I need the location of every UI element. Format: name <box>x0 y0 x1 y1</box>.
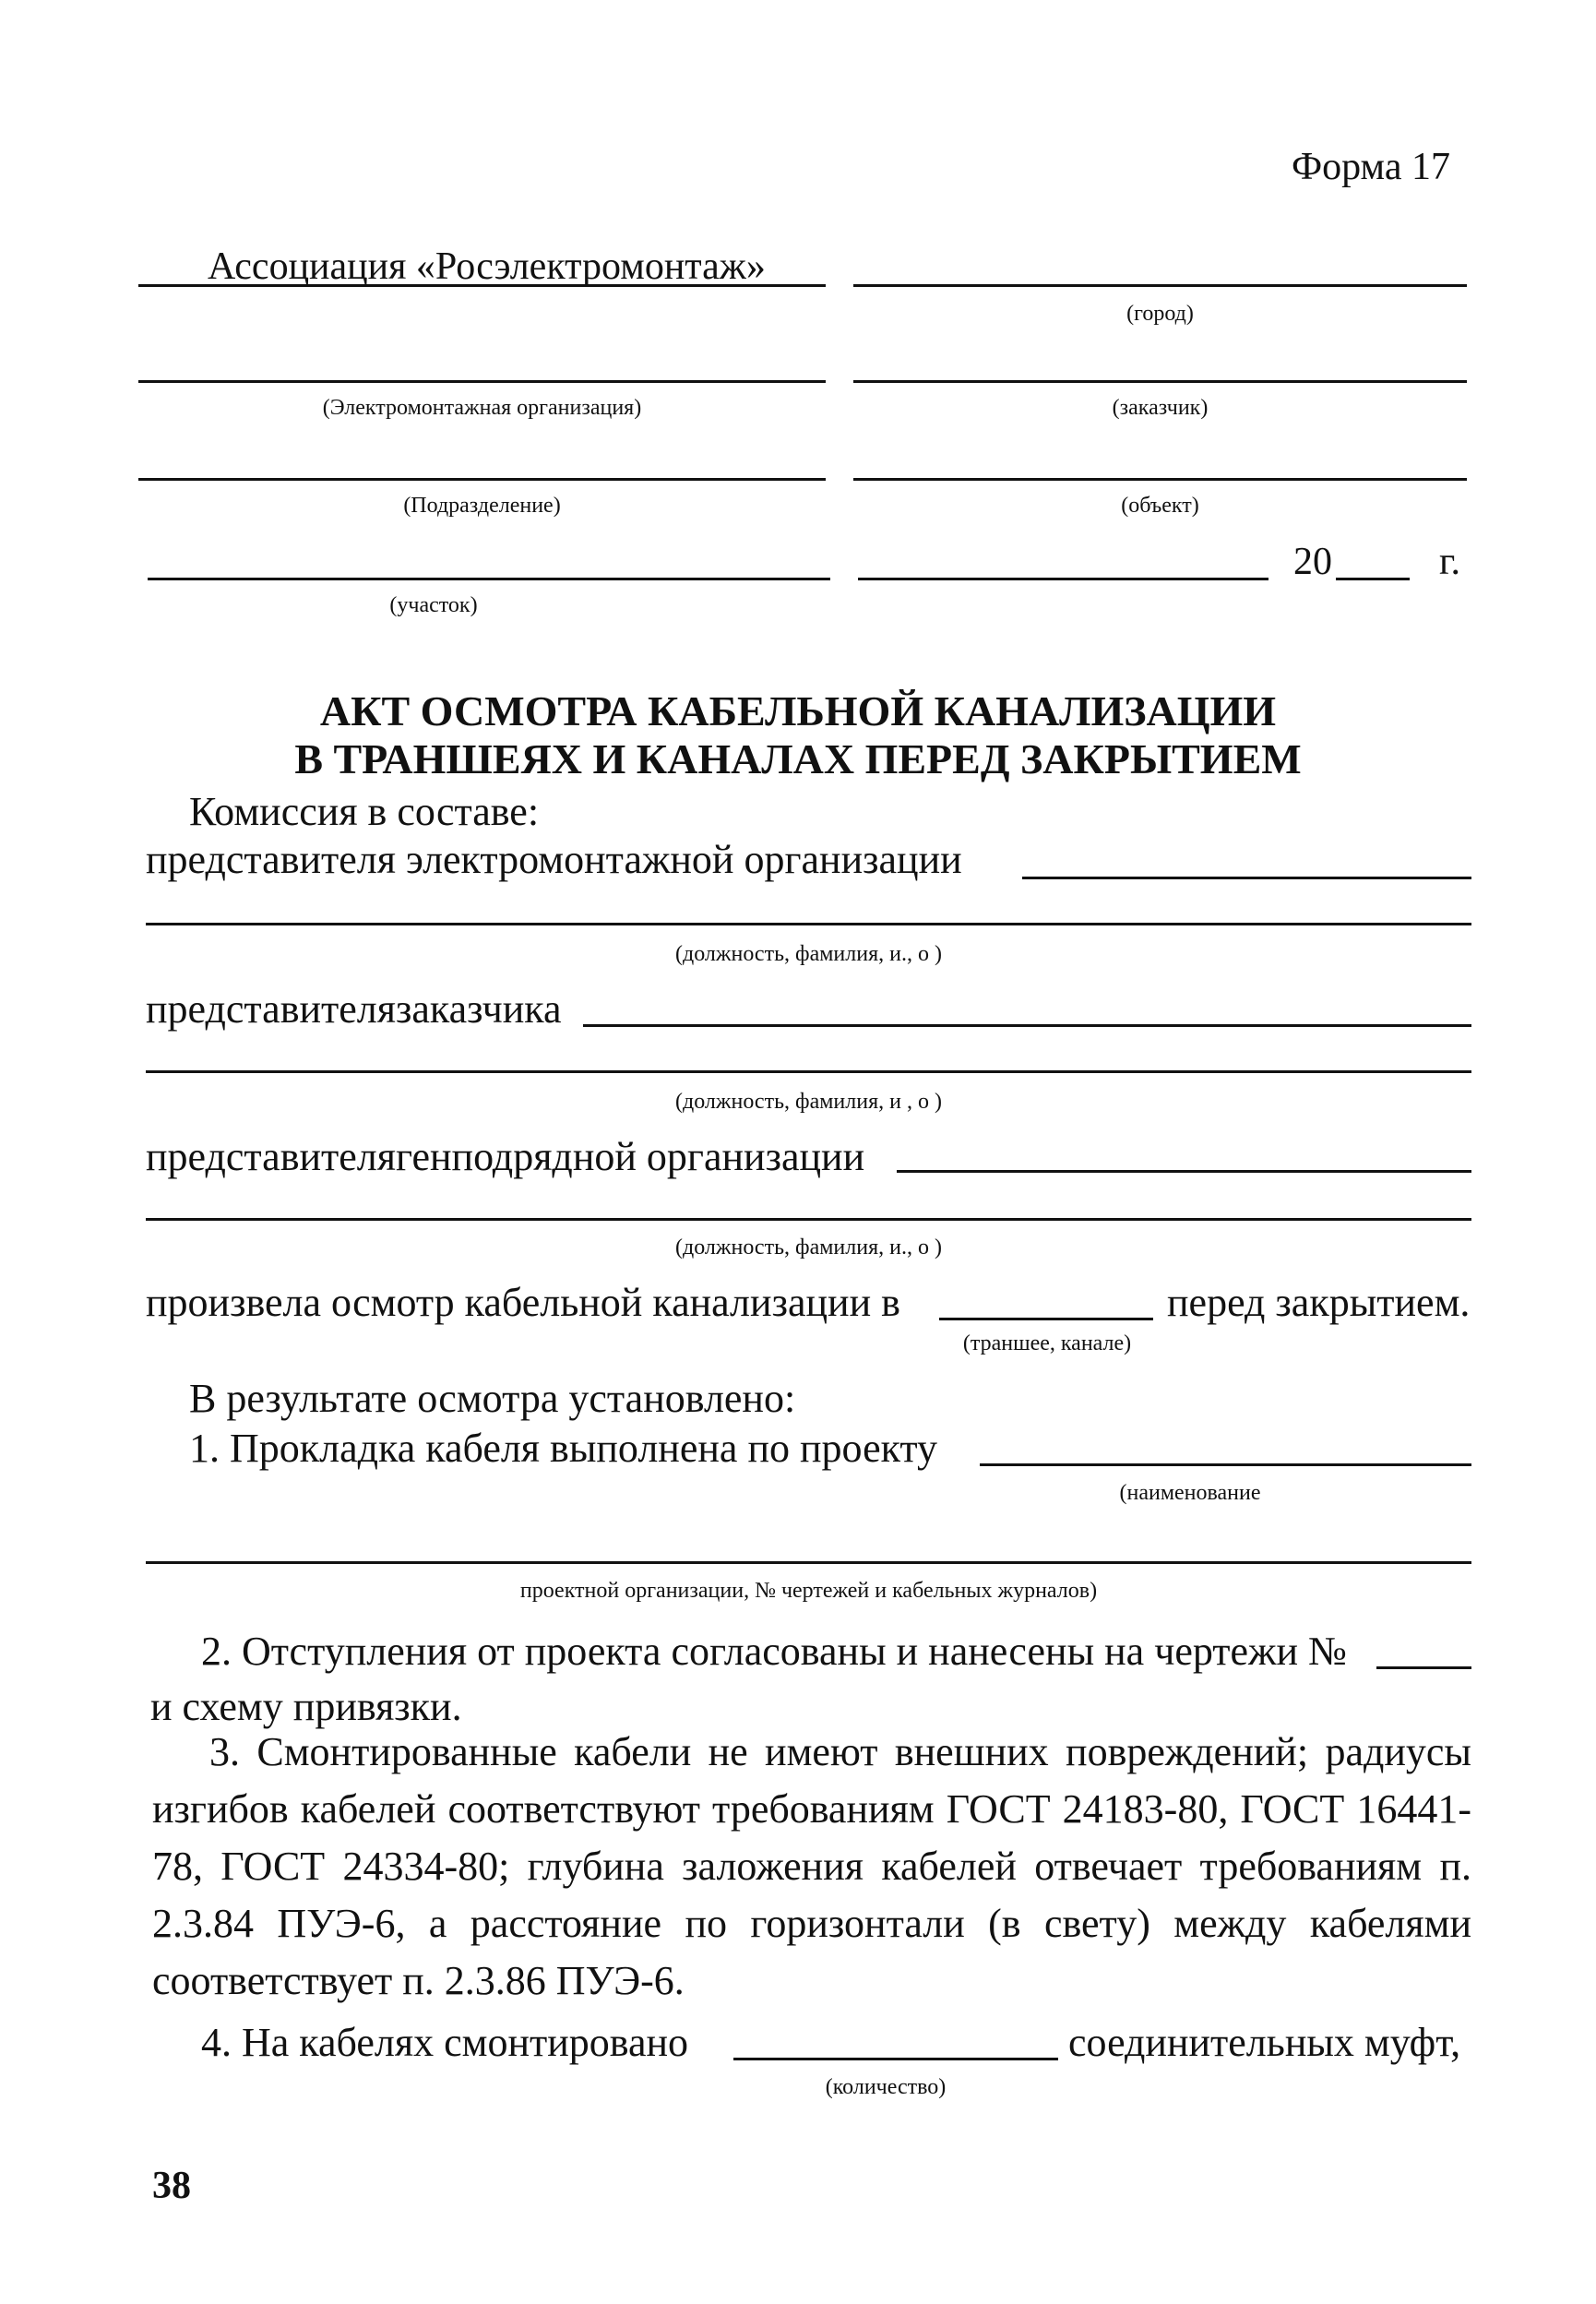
customer-caption: (заказчик) <box>1112 396 1209 420</box>
inspection-text-end: перед закрытием. <box>1167 1280 1471 1325</box>
commission-intro: Комиссия в составе: <box>189 789 540 834</box>
item4-text-end: соединительных муфт, <box>1068 2020 1461 2065</box>
rep-electro-line[interactable] <box>1022 877 1471 879</box>
rep-general-line[interactable] <box>897 1170 1471 1173</box>
inspection-text-start: произвела осмотр кабельной канализации в <box>146 1280 900 1325</box>
person2-caption: (должность, фамилия, и , о ) <box>675 1090 942 1114</box>
section-line[interactable] <box>148 578 830 580</box>
rep-electro-label: представителя электромонтажной организации <box>146 837 962 882</box>
rep-customer-line[interactable] <box>583 1024 1471 1027</box>
item3-paragraph: 3. Смонтированные кабели не имеют внешних повреждений; радиусы изгибов кабелей соответствуют требованиям ГОСТ 24183-80, ГОСТ 16441-78, ГОСТ 24334-80; глубина заложения кабелей отвечает требованиям п. 2.3.84 ПУЭ-6, а расстояние по горизонтали (в свету) между кабелями соответствует п. 2.3.86 ПУЭ-6. <box>152 1729 1471 2003</box>
project-caption: проектной организации, № чертежей и кабельных журналов) <box>519 1579 1098 1603</box>
trench-caption: (траншее, канале) <box>962 1331 1132 1355</box>
year-prefix: 20 <box>1293 541 1332 583</box>
year-line[interactable] <box>1336 578 1410 580</box>
page-number: 38 <box>152 2165 191 2207</box>
customer-line[interactable] <box>853 380 1467 383</box>
division-line[interactable] <box>138 478 826 481</box>
date-line[interactable] <box>858 578 1268 580</box>
quantity-caption: (количество) <box>825 2075 947 2099</box>
city-line[interactable] <box>853 284 1467 287</box>
city-caption: (город) <box>1126 302 1194 326</box>
drawing-number-line[interactable] <box>1376 1666 1471 1669</box>
item1-text: 1. Прокладка кабеля выполнена по проекту <box>189 1426 938 1471</box>
item2-line1: 2. Отступления от проекта согласованы и нанесены на чертежи № <box>201 1629 1347 1674</box>
rep-customer-label: представителязаказчика <box>146 986 562 1032</box>
division-caption: (Подразделение) <box>403 494 561 518</box>
person2-line[interactable] <box>146 1070 1471 1073</box>
form-label: Форма 17 <box>1292 146 1450 188</box>
association-name: Ассоциация «Росэлектромонтаж» <box>208 245 766 288</box>
project-line[interactable] <box>146 1561 1471 1564</box>
org-caption: (Электромонтажная организация) <box>322 396 642 420</box>
section-caption: (участок) <box>389 593 478 617</box>
name-caption: (наименование <box>1119 1481 1261 1505</box>
results-intro: В результате осмотра установлено: <box>189 1376 796 1421</box>
document-title-line2: В ТРАНШЕЯХ И КАНАЛАХ ПЕРЕД ЗАКРЫТИЕМ <box>294 735 1302 782</box>
org-line[interactable] <box>138 380 826 383</box>
document-title-line1: АКТ ОСМОТРА КАБЕЛЬНОЙ КАНАЛИЗАЦИИ <box>319 687 1277 734</box>
person3-caption: (должность, фамилия, и., о ) <box>675 1236 942 1259</box>
person3-line[interactable] <box>146 1218 1471 1221</box>
person1-caption: (должность, фамилия, и., о ) <box>675 942 942 966</box>
item2-line2: и схему привязки. <box>150 1684 462 1729</box>
rep-general-label: представителягенподрядной организации <box>146 1134 865 1179</box>
association-underline <box>138 284 826 287</box>
item1-line[interactable] <box>980 1463 1471 1466</box>
item4-text-start: 4. На кабелях смонтировано <box>201 2020 689 2065</box>
person1-line[interactable] <box>146 923 1471 925</box>
object-line[interactable] <box>853 478 1467 481</box>
trench-line[interactable] <box>939 1318 1153 1320</box>
object-caption: (объект) <box>1121 494 1199 518</box>
year-suffix: г. <box>1439 541 1460 583</box>
quantity-line[interactable] <box>733 2058 1058 2060</box>
